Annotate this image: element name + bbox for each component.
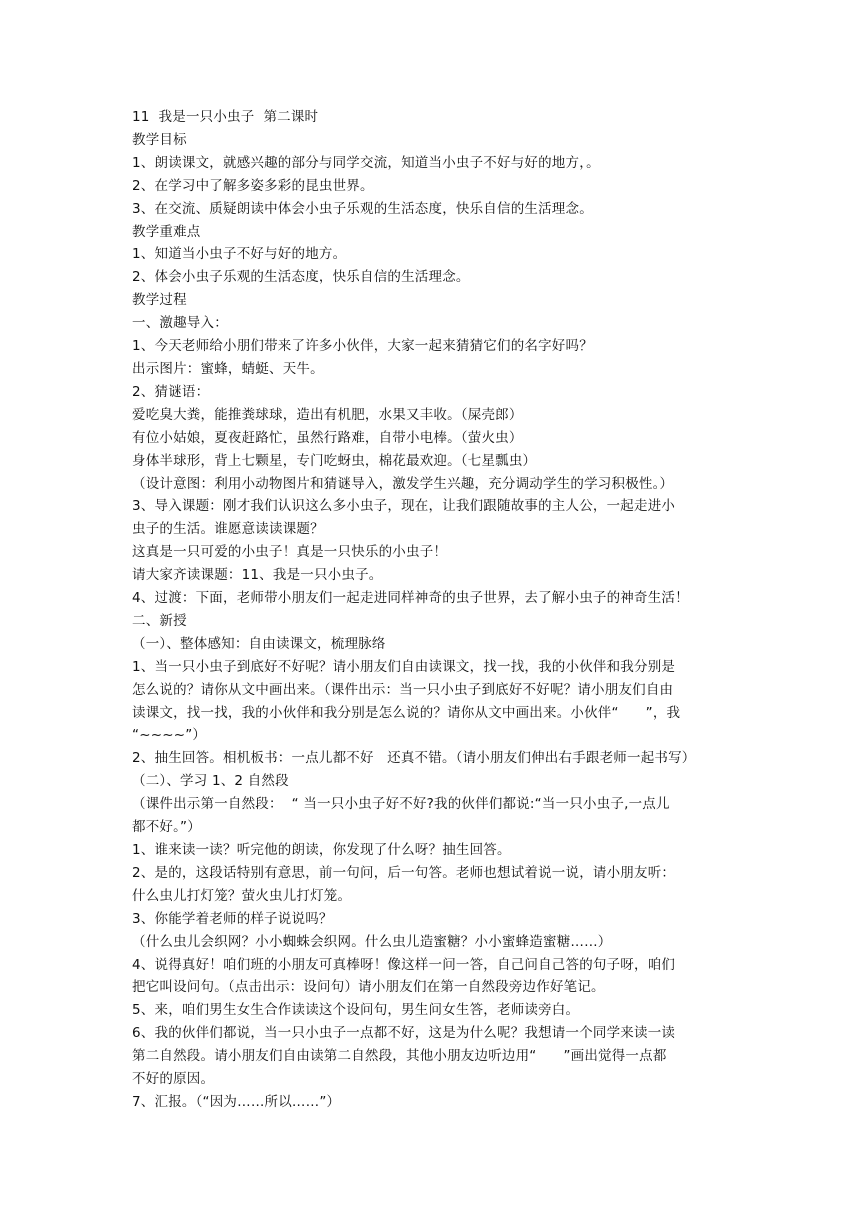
text-line: （一）、整体感知：自由读课文，梳理脉络: [132, 635, 386, 652]
text-line: 2、体会小虫子乐观的生活态度，快乐自信的生活理念。: [132, 269, 470, 286]
text-line: 5、来，咱们男生女生合作读读这个设问句，男生问女生答，老师读旁白。: [132, 1002, 580, 1019]
document-body: [132, 106, 732, 1114]
text-line: 3、在交流、质疑朗读中体会小虫子乐观的生活态度，快乐自信的生活理念。: [132, 200, 593, 217]
text-line: 7、汇报。（“因为……所以……”）: [132, 1093, 341, 1110]
text-line: 1、知道当小虫子不好与好的地方。: [132, 246, 347, 263]
text-line: “~~~~”）: [132, 727, 207, 744]
text-line: 不好的原因。: [132, 1071, 215, 1088]
lesson-title: 11 我是一只小虫子 第二课时: [132, 109, 319, 125]
text-line: （二）、学习 1、2 自然段: [132, 773, 289, 790]
text-line: 出示图片：蜜蜂，蜻蜓、天牛。: [132, 360, 324, 377]
text-line: （课件出示第一自然段： “ 当一只小虫子好不好?我的伙伴们都说:“当一只小虫子,一点儿: [132, 796, 670, 813]
section-heading-objectives: 教学目标: [132, 131, 187, 148]
text-line: 2、是的，这段话特别有意思，前一句问，后一句答。老师也想试着说一说，请小朋友听：: [132, 864, 676, 881]
text-line: 爱吃臭大粪，能推粪球球，造出有机肥，水果又丰收。（屎壳郎）: [132, 406, 523, 423]
section-heading-new-lesson: 二、新授: [132, 612, 187, 629]
text-line: 1、谁来读一读？听完他的朗读，你发现了什么呀？抽生回答。: [132, 842, 511, 858]
text-line: 1、今天老师给小朋们带来了许多小伙伴，大家一起来猜猜它们的名字好吗？: [132, 338, 593, 355]
text-line: 3、你能学着老师的样子说说吗？: [132, 910, 333, 927]
text-line: 虫子的生活。谁愿意读读课题？: [132, 521, 324, 538]
text-line: 请大家齐读课题：11、我是一只小虫子。: [132, 567, 383, 584]
text-line: 身体半球形，背上七颗星，专门吃蚜虫，棉花最欢迎。（七星瓢虫）: [132, 452, 537, 469]
text-line: 4、说得真好！咱们班的小朋友可真棒呀！像这样一问一答，自己问自己答的句子呀，咱们: [132, 956, 676, 973]
text-line: 怎么说的？请你从文中画出来。（课件出示：当一只小虫子到底好不好呢？请小朋友们自由: [132, 681, 674, 698]
text-line: 都不好。”）: [132, 819, 201, 836]
text-line: 读课文，找一找，我的小伙伴和我分别是怎么说的？请你从文中画出来。小伙伴“ ”，我: [132, 704, 681, 721]
text-line: 有位小姑娘，夏夜赶路忙，虽然行路难，自带小电棒。（萤火虫）: [132, 429, 523, 446]
section-heading-process: 教学过程: [132, 292, 187, 309]
section-heading-key-points: 教学重难点: [132, 223, 201, 240]
text-line: 1、朗读课文，就感兴趣的部分与同学交流，知道当小虫子不好与好的地方，。: [132, 154, 600, 171]
text-line: 6、我的伙伴们都说，当一只小虫子一点都不好，这是为什么呢？我想请一个同学来读一读: [132, 1025, 676, 1042]
text-line: （设计意图：利用小动物图片和猜谜导入，激发学生兴趣，充分调动学生的学习积极性。）: [132, 475, 674, 492]
text-line: 1、当一只小虫子到底好不好呢？请小朋友们自由读课文，找一找，我的小伙伴和我分别是: [132, 658, 676, 675]
text-line: 什么虫儿打灯笼？萤火虫儿打灯笼。: [132, 887, 352, 904]
text-line: 2、在学习中了解多姿多彩的昆虫世界。: [132, 177, 374, 194]
text-line: 一、激趣导入：: [132, 315, 228, 332]
text-line: 第二自然段。请小朋友们自由读第二自然段，其他小朋友边听边用“ ”画出觉得一点都: [132, 1048, 667, 1065]
text-line: 把它叫设问句。（点击出示：设问句）请小朋友们在第一自然段旁边作好笔记。: [132, 979, 605, 996]
text-line: 4、过渡：下面，老师带小朋友们一起走进同样神奇的虫子世界，去了解小虫子的神奇生活！: [132, 590, 689, 607]
text-line: 这真是一只可爱的小虫子！真是一只快乐的小虫子！: [132, 544, 448, 561]
text-line: 3、导入课题：刚才我们认识这么多小虫子，现在，让我们跟随故事的主人公，一起走进小: [132, 498, 676, 515]
text-line: 2、抽生回答。相机板书：一点儿都不好 还真不错。（请小朋友们伸出右手跟老师一起书写）: [132, 750, 696, 767]
text-line: 2、猜谜语：: [132, 383, 210, 400]
text-line: （什么虫儿会织网？小小蜘蛛会织网。什么虫儿造蜜糖？小小蜜蜂造蜜糖……）: [132, 933, 612, 950]
